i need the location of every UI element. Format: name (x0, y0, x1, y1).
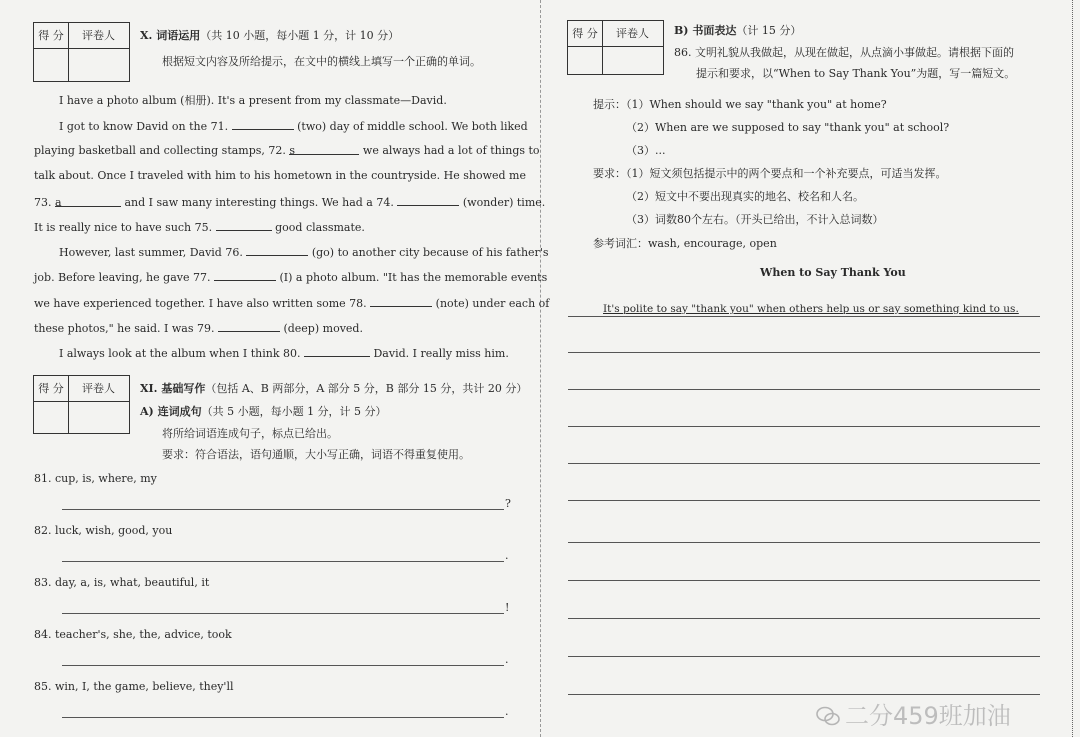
binding-edge (1072, 0, 1073, 737)
question-words: 83. day, a, is, what, beautiful, it (34, 576, 210, 589)
essay-line[interactable] (568, 389, 1040, 390)
passage-line: I always look at the album when I think 80. David. I really miss him. (59, 347, 509, 360)
part-b-heading (674, 22, 801, 38)
requirement-line: （2）短文中不要出现真实的地名、校名和人名。 (626, 190, 864, 203)
essay-line[interactable] (568, 618, 1040, 619)
answer-blank-74[interactable] (397, 195, 459, 206)
passage-line: 73. a and I saw many interesting things. We had a 74. (wonder) time. (34, 196, 546, 209)
essay-line[interactable] (568, 426, 1040, 427)
essay-line[interactable] (568, 694, 1040, 695)
answer-blank-76[interactable] (246, 245, 308, 256)
question-end-mark: . (505, 549, 509, 562)
part-b-prompt: 86. 文明礼貌从我做起，从现在做起，从点滴小事做起。请根据下面的 (674, 46, 1014, 59)
answer-blank-78[interactable] (370, 296, 432, 307)
wechat-icon (815, 703, 841, 729)
grader-label: 评卷人 (82, 382, 115, 395)
essay-line[interactable] (568, 463, 1040, 464)
section-xi-note: （包括 A、B 两部分，A 部分 5 分，B 部分 15 分，共计 20 分） (205, 382, 528, 395)
question-end-mark: . (505, 705, 509, 718)
question-words: 82. luck, wish, good, you (34, 524, 173, 537)
passage-line: However, last summer, David 76. (go) to another city because of his father's (59, 246, 549, 259)
section-xi-title: XI. 基础写作 (140, 382, 206, 395)
answer-line[interactable] (62, 509, 504, 510)
vocab-hint: 参考词汇：wash, encourage, open (593, 237, 777, 250)
essay-line[interactable] (568, 580, 1040, 581)
requirement-line: （3）词数80个左右。（开头已给出，不计入总词数） (626, 213, 884, 226)
section-xi-heading (140, 380, 527, 396)
passage-line: these photos," he said. I was 79. (deep) moved. (34, 322, 363, 335)
score-label: 得 分 (38, 382, 64, 395)
passage-line: we have experienced together. I have also written some 78. (note) under each of (34, 297, 550, 310)
hint-line: （2）When are we supposed to say "thank you" at school? (626, 121, 950, 134)
question-words: 81. cup, is, where, my (34, 472, 157, 485)
question-words: 85. win, I, the game, believe, they'll (34, 680, 234, 693)
hint-line: 提示：（1）When should we say "thank you" at home? (593, 98, 887, 111)
part-a-note: （共 5 小题，每小题 1 分，计 5 分） (201, 405, 387, 418)
score-box (33, 375, 130, 434)
fold-line (540, 0, 541, 737)
answer-line[interactable] (62, 613, 504, 614)
answer-blank-75[interactable] (216, 220, 272, 231)
grader-label: 评卷人 (616, 27, 649, 40)
score-box (33, 22, 130, 82)
answer-blank-79[interactable] (218, 321, 280, 332)
section-x-heading (140, 27, 399, 43)
question-end-mark: ? (505, 497, 511, 510)
essay-line[interactable] (568, 656, 1040, 657)
essay-line[interactable] (568, 352, 1040, 353)
question-end-mark: ! (505, 601, 510, 614)
answer-blank-71[interactable] (232, 119, 294, 130)
essay-title: When to Say Thank You (760, 266, 906, 279)
section-x-note: （共 10 小题，每小题 1 分，计 10 分） (200, 29, 400, 42)
question-end-mark: . (505, 653, 509, 666)
part-a-instruction: 将所给词语连成句子，标点已给出。 (162, 427, 338, 440)
section-x-title: X. 词语运用 (140, 29, 201, 42)
part-a-heading (140, 403, 387, 419)
part-b-prompt: 提示和要求，以“When to Say Thank You”为题，写一篇短文。 (696, 67, 1016, 80)
answer-blank-73[interactable]: a (55, 196, 121, 207)
section-x-instruction: 根据短文内容及所给提示，在文中的横线上填写一个正确的单词。 (162, 55, 481, 68)
score-label: 得 分 (572, 27, 598, 40)
watermark-text: 二分459班加油 (845, 702, 1011, 730)
part-a-requirement: 要求：符合语法，语句通顺，大小写正确，词语不得重复使用。 (162, 448, 470, 461)
answer-blank-80[interactable] (304, 346, 370, 357)
part-a-title: A) 连词成句 (140, 405, 202, 418)
answer-line[interactable] (62, 561, 504, 562)
passage-line: talk about. Once I traveled with him to his hometown in the countryside. He showed me (34, 169, 526, 182)
essay-line[interactable] (568, 316, 1040, 317)
passage-line: I have a photo album (相册). It's a present from my classmate—David. (59, 94, 447, 107)
question-words: 84. teacher's, she, the, advice, took (34, 628, 232, 641)
part-b-note: （计 15 分） (736, 24, 802, 37)
hint-line: （3）... (626, 144, 666, 157)
essay-line[interactable] (568, 500, 1040, 501)
essay-line[interactable] (568, 542, 1040, 543)
essay-opening-line: It's polite to say "thank you" when others help us or say something kind to us. (603, 303, 1019, 315)
part-b-title: B) 书面表达 (674, 24, 737, 37)
requirement-line: 要求：（1）短文须包括提示中的两个要点和一个补充要点，可适当发挥。 (593, 167, 947, 180)
answer-line[interactable] (62, 665, 504, 666)
passage-line: I got to know David on the 71. (two) day of middle school. We both liked (59, 120, 528, 133)
answer-line[interactable] (62, 717, 504, 718)
passage-line: playing basketball and collecting stamps, 72. s we always had a lot of things to (34, 144, 540, 157)
passage-line: job. Before leaving, he gave 77. (I) a photo album. "It has the memorable events (34, 271, 548, 284)
passage-line: It is really nice to have such 75. good classmate. (34, 221, 365, 234)
grader-label: 评卷人 (82, 29, 115, 42)
answer-blank-72[interactable]: s (289, 144, 359, 155)
score-box (567, 20, 664, 75)
score-label: 得 分 (38, 29, 64, 42)
